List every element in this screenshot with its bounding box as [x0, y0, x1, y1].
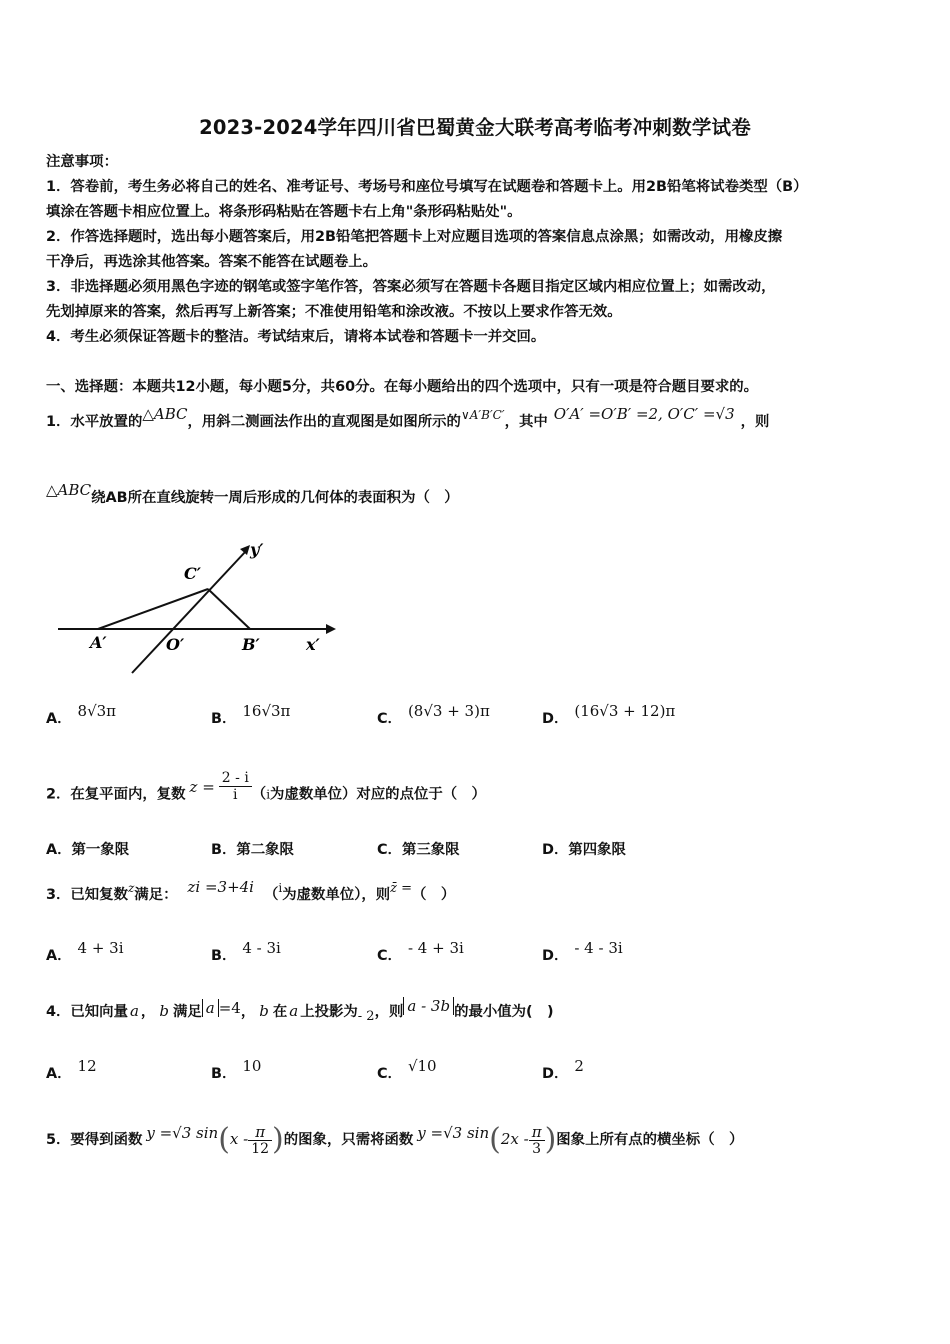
page-title: 2023-2024学年四川省巴蜀黄金大联考高考临考冲刺数学试卷: [199, 116, 751, 139]
label-y: y′: [250, 540, 264, 559]
segment-c-b: [208, 589, 250, 629]
question-4: 4．已知向量 a ， b 满足 a =4， b 在 a 上投影为- 2，则 a - 3b 的最小值为( ): [46, 997, 554, 1024]
option-b[interactable]: B． 16√3π: [211, 702, 291, 727]
option-d[interactable]: D． (16√3 + 12)π: [542, 702, 676, 727]
option-a[interactable]: A．第一象限: [46, 842, 130, 858]
fraction: $\frac{\pi}{3}$: [529, 1124, 545, 1157]
label-a: A′: [90, 633, 107, 652]
notice-line: 1．答卷前，考生务必将自己的姓名、准考证号、考场号和座位号填写在试题卷和答题卡上。用2B铅笔将试卷类型（B）: [46, 179, 808, 195]
option-d[interactable]: D．第四象限: [542, 842, 626, 858]
label-x: x′: [306, 635, 320, 654]
option-c[interactable]: C． - 4 + 3i: [377, 939, 464, 964]
option-a[interactable]: A． 12: [46, 1057, 97, 1082]
question-1-line-1: 1．水平放置的△ABC，用斜二测画法作出的直观图是如图所示的$^{\vee A'B'C'}$，其中 O′A′ =O′B′ =2, O′C′ =√3 ，则: [46, 405, 770, 430]
option-a[interactable]: A． 8√3π: [46, 702, 117, 727]
option-d[interactable]: D． 2: [542, 1057, 584, 1082]
option-b[interactable]: B． 4 - 3i: [211, 939, 281, 964]
oblique-projection-figure: [50, 535, 340, 675]
fraction: $\frac{2 - i}{i}$: [219, 770, 252, 803]
option-b[interactable]: B． 10: [211, 1057, 262, 1082]
option-c[interactable]: C． √10: [377, 1057, 437, 1082]
option-d[interactable]: D． - 4 - 3i: [542, 939, 623, 964]
label-o: O′: [166, 635, 185, 654]
notice-line: 干净后，再选涂其他答案。答案不能答在试题卷上。: [46, 254, 377, 270]
math-abc: △ABC: [46, 481, 92, 499]
option-c[interactable]: C． (8√3 + 3)π: [377, 702, 490, 727]
fraction: $\frac{\pi}{12}$: [248, 1124, 272, 1157]
notice-line: 2．作答选择题时，选出每小题答案后，用2B铅笔把答题卡上对应题目选项的答案信息点涂黑；如需改动，用橡皮擦: [46, 229, 783, 245]
math-abc-prime: ∨A′B′C′: [460, 408, 505, 422]
math-condition: O′A′ =O′B′ =2, O′C′ =√3: [553, 405, 735, 423]
x-axis-arrow: [326, 624, 336, 634]
notice-line: 4．考生必须保证答题卡的整洁。考试结束后，请将本试卷和答题卡一并交回。: [46, 329, 546, 345]
question-3: 3．已知复数$^z$满足： zi =3+4i （$^i$为虚数单位），则z̄ =（ ）: [46, 878, 456, 903]
label-c: C′: [184, 564, 201, 583]
math-abc: △ABC: [142, 405, 188, 423]
question-1-line-2: △ABC绕AB所在直线旋转一周后形成的几何体的表面积为（ ）: [46, 481, 459, 506]
option-a[interactable]: A． 4 + 3i: [46, 939, 124, 964]
notice-line: 先划掉原来的答案，然后再写上新答案；不准使用铅笔和涂改液。不按以上要求作答无效。: [46, 304, 622, 320]
option-c[interactable]: C．第三象限: [377, 842, 460, 858]
label-b: B′: [242, 635, 260, 654]
section-heading: 一、选择题：本题共12小题，每小题5分，共60分。在每小题给出的四个选项中，只有一项是符合题目要求的。: [46, 379, 759, 395]
vector-norm: a - 3b: [403, 997, 454, 1015]
option-b[interactable]: B．第二象限: [211, 842, 294, 858]
notice-line: 3．非选择题必须用黑色字迹的钢笔或签字笔作答，答案必须写在答题卡各题目指定区域内相应位置上；如需改动，: [46, 279, 776, 295]
notice-heading: 注意事项：: [46, 154, 118, 170]
notice-line: 填涂在答题卡相应位置上。将条形码粘贴在答题卡右上角"条形码粘贴处"。: [46, 204, 522, 220]
question-2: 2．在复平面内，复数 z = $\frac{2 - i}{i}$ （i为虚数单位）对应的点位于（ ）: [46, 770, 486, 803]
question-5: 5．要得到函数 y =√3 sin(x - $\frac{\pi}{12}$ )的图象，只需将函数 y =√3 sin(2x - $\frac{\pi}{3}$ )图象上所有点的横坐标（ ）: [46, 1122, 744, 1157]
